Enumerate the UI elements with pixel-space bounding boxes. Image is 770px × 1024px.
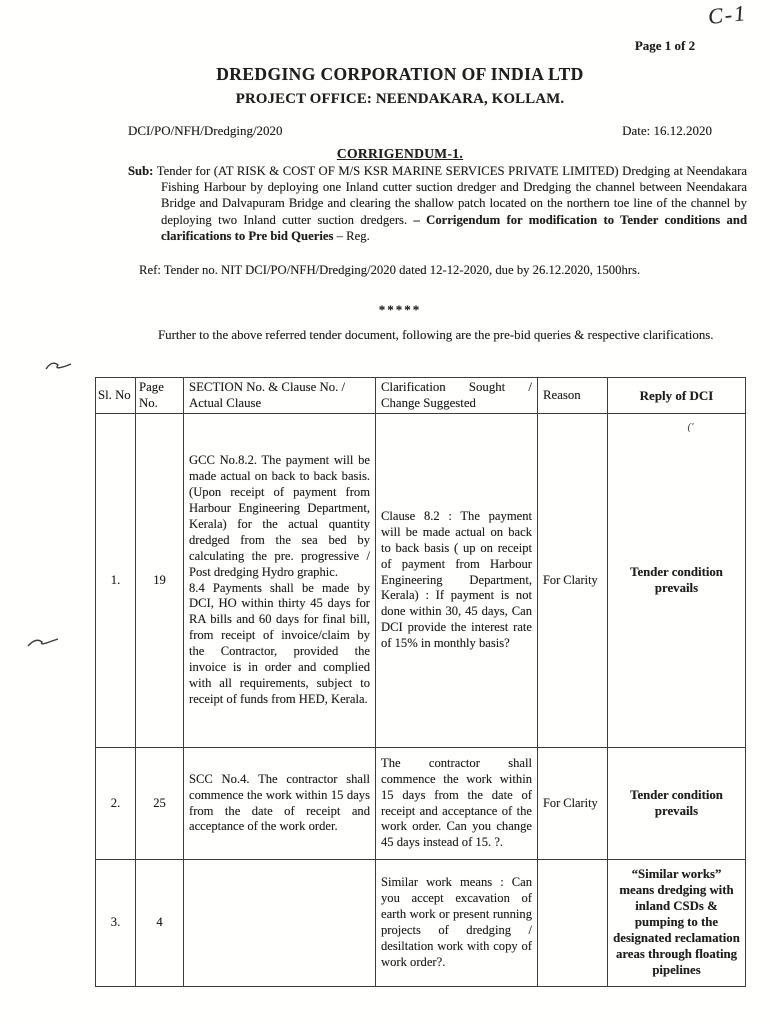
handwritten-margin-mark bbox=[26, 634, 60, 650]
header-page-no: Page No. bbox=[136, 378, 184, 414]
reference-number: DCI/PO/NFH/Dredging/2020 bbox=[128, 123, 283, 138]
table-row bbox=[96, 860, 746, 987]
section-paragraph: GCC No.8.2. The payment will be made actual on back to back basis. (Upon receipt of payment from Harbour Engineering Department, Kerala) for the actual quantity dredged from the sea bed by calculating the pre. progressive / Post dredging Hydro graphic. bbox=[189, 453, 370, 579]
subject-label: Sub: bbox=[128, 164, 154, 178]
intro-paragraph: Further to the above referred tender document, following are the pre-bid queries & respective clarifications. bbox=[158, 328, 714, 342]
header-clarification: Clarification Sought / Change Suggested bbox=[376, 378, 538, 414]
cell-section bbox=[184, 414, 376, 748]
reference-label: Ref: bbox=[139, 263, 161, 277]
cell-clarification: Clause 8.2 : The payment will be made actual on back to back basis ( up on receipt of payment from Harbour Engineering Department, Kerala) : If payment is not done within 30, 45 days, Can DCI provide the interest rate of 15% in monthly basis? bbox=[376, 414, 538, 748]
cell-sl-no: 1. bbox=[96, 414, 136, 748]
meta-row bbox=[128, 123, 712, 139]
header-reply: Reply of DCI bbox=[608, 378, 746, 414]
cell-reply: “Similar works” means dredging with inland CSDs & pumping to the designated reclamation areas through floating pipelines bbox=[608, 860, 746, 987]
cell-sl-no: 2. bbox=[96, 748, 136, 860]
cell-clarification: Similar work means : Can you accept excavation of earth work or present running projects of dredging / desiltation work with copy of work order?. bbox=[376, 860, 538, 987]
cell-section bbox=[184, 860, 376, 987]
cell-page-no: 4 bbox=[136, 860, 184, 987]
section-paragraph: 8.4 Payments shall be made by DCI, HO within thirty 45 days for RA bills and 60 days for final bill, from receipt of invoice/claim by the Contractor, provided the invoice is in order and complied with all requirements, subject to receipt of funds from HED, Kerala. bbox=[189, 580, 370, 706]
reply-text: Tender condition prevails bbox=[630, 564, 723, 595]
separator-stars: ***** bbox=[378, 302, 422, 317]
cell-reply bbox=[608, 414, 746, 748]
table-row bbox=[96, 748, 746, 860]
reference-text: Tender no. NIT DCI/PO/NFH/Dredging/2020 dated 12-12-2020, due by 26.12.2020, 1500hrs. bbox=[160, 263, 641, 277]
handwritten-corner-mark: C-1 bbox=[706, 0, 749, 29]
document-date: Date: 16.12.2020 bbox=[622, 123, 712, 138]
company-title: DREDGING CORPORATION OF INDIA LTD bbox=[216, 64, 584, 84]
subject-block bbox=[128, 163, 747, 244]
handwritten-margin-mark bbox=[44, 358, 74, 374]
cell-reason: For Clarity bbox=[538, 748, 608, 860]
header-section: SECTION No. & Clause No. / Actual Clause bbox=[184, 378, 376, 414]
table-row bbox=[96, 414, 746, 748]
cell-page-no: 25 bbox=[136, 748, 184, 860]
queries-table bbox=[95, 377, 746, 987]
header-reason: Reason bbox=[538, 378, 608, 414]
corrigendum-heading: CORRIGENDUM-1. bbox=[336, 146, 464, 161]
subject-suffix: – Reg. bbox=[333, 228, 370, 243]
handwritten-tick-mark: (' bbox=[687, 421, 694, 433]
cell-reply: Tender condition prevails bbox=[608, 748, 746, 860]
cell-clarification: The contractor shall commence the work within 15 days from the date of receipt and acceptance of the work order. Can you change 45 days instead of 15. ?. bbox=[376, 748, 538, 860]
subject-bold-text: – Corrigendum for modification to Tender conditions and clarifications to Pre bid Queries bbox=[161, 212, 747, 243]
subject-text: Tender for (AT RISK & COST OF M/S KSR MARINE SERVICES PRIVATE LIMITED) Dredging at Neendakara Fishing Harbour by deploying one Inland cutter suction dredger and Dredging the channel between Neendakara Bridge and Dalvapuram Bridge and clearing the shallow patch located on the northern toe line of the channel by deploying two Inland cutter suction dredgers. bbox=[153, 164, 747, 227]
table-header-row bbox=[96, 378, 746, 414]
cell-page-no: 19 bbox=[136, 414, 184, 748]
cell-reason bbox=[538, 860, 608, 987]
header-sl-no: Sl. No bbox=[96, 378, 136, 414]
cell-section: SCC No.4. The contractor shall commence the work within 15 days from the date of receipt and acceptance of the work order. bbox=[184, 748, 376, 860]
office-subtitle: PROJECT OFFICE: NEENDAKARA, KOLLAM. bbox=[235, 91, 565, 107]
cell-sl-no: 3. bbox=[96, 860, 136, 987]
cell-reason: For Clarity bbox=[538, 414, 608, 748]
page-number: Page 1 of 2 bbox=[634, 38, 696, 53]
reference-block bbox=[139, 262, 727, 278]
